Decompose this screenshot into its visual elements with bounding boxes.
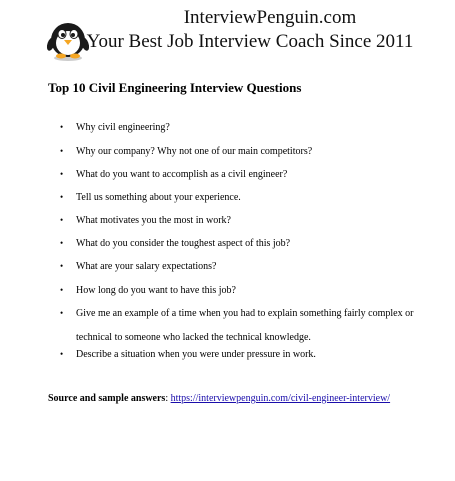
question-text: Give me an example of a time when you had to explain something fairly complex or <box>76 308 414 319</box>
bullet-icon: • <box>60 146 64 156</box>
question-text-continuation: technical to someone who lacked the technical knowledge. <box>76 332 311 343</box>
bullet-icon: • <box>60 169 64 179</box>
source-label: Source and sample answers <box>48 393 166 404</box>
question-text: How long do you want to have this job? <box>76 285 236 296</box>
question-text: What motivates you the most in work? <box>76 215 231 226</box>
bullet-icon: • <box>60 192 64 202</box>
bullet-icon: • <box>60 238 64 248</box>
question-text: Why our company? Why not one of our main competitors? <box>76 146 313 157</box>
question-text: Describe a situation when you were under pressure in work. <box>76 349 316 360</box>
bullet-icon: • <box>60 308 64 318</box>
source-link[interactable]: https://interviewpenguin.com/civil-engineer-interview/ <box>170 393 391 404</box>
question-text: Why civil engineering? <box>76 122 170 133</box>
site-tagline: Your Best Job Interview Coach Since 2011 <box>86 31 414 52</box>
bullet-icon: • <box>60 122 64 132</box>
bullet-icon: • <box>60 285 64 295</box>
question-text: What do you consider the toughest aspect of this job? <box>76 238 291 249</box>
source-line <box>48 392 390 405</box>
question-text: What are your salary expectations? <box>76 261 217 272</box>
site-name[interactable]: InterviewPenguin.com <box>183 7 357 28</box>
question-text: Tell us something about your experience. <box>76 192 241 203</box>
bullet-icon: • <box>60 349 64 359</box>
document-title: Top 10 Civil Engineering Interview Questions <box>48 80 302 95</box>
source-separator: : <box>165 393 171 404</box>
bullet-icon: • <box>60 261 64 271</box>
bullet-icon: • <box>60 215 64 225</box>
page-header <box>0 0 455 72</box>
question-text: What do you want to accomplish as a civil engineer? <box>76 169 288 180</box>
